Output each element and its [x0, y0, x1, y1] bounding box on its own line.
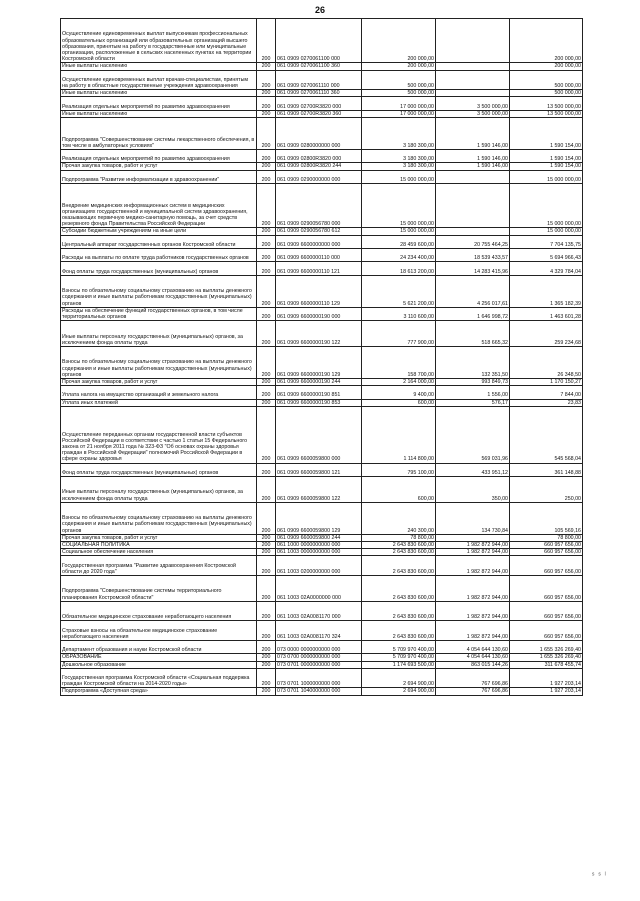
- row-grbs-cell: 200: [257, 321, 276, 347]
- row-name-cell: Иные выплаты населению: [61, 90, 257, 97]
- row-grbs-cell: 200: [257, 601, 276, 621]
- table-row: [61, 228, 583, 235]
- row-code-cell: 073 0701 1040000000 000: [276, 688, 362, 695]
- table-row: [61, 502, 583, 534]
- row-amount-executed-cell: 1 590 146,00: [436, 149, 510, 162]
- row-grbs-cell: 200: [257, 661, 276, 668]
- row-amount-approved-cell: 500 000,00: [362, 90, 436, 97]
- table-row: [61, 321, 583, 347]
- row-grbs-cell: 200: [257, 19, 276, 63]
- row-grbs-cell: 200: [257, 110, 276, 117]
- row-code-cell: 073 0701 0000000000 000: [276, 661, 362, 668]
- row-amount-approved-cell: 200 000,00: [362, 19, 436, 63]
- row-amount-approved-cell: 17 000 000,00: [362, 97, 436, 110]
- row-code-cell: 061 0909 6600000000 000: [276, 235, 362, 248]
- table-row: [61, 654, 583, 661]
- table-row: [61, 170, 583, 183]
- row-grbs-cell: 200: [257, 399, 276, 406]
- row-amount-executed-cell: 569 031,96: [436, 406, 510, 463]
- row-amount-approved-cell: 3 180 300,00: [362, 117, 436, 149]
- row-amount-remaining-cell: 1 927 203,14: [510, 688, 583, 695]
- row-amount-remaining-cell: 1 463 601,28: [510, 307, 583, 320]
- row-amount-remaining-cell: 15 000 000,00: [510, 183, 583, 227]
- row-grbs-cell: 200: [257, 668, 276, 688]
- row-amount-remaining-cell: 1 365 182,39: [510, 275, 583, 307]
- row-amount-remaining-cell: 15 000 000,00: [510, 170, 583, 183]
- row-amount-remaining-cell: 1 655 326 269,40: [510, 640, 583, 653]
- row-amount-approved-cell: 2 643 830 600,00: [362, 541, 436, 548]
- row-grbs-cell: 200: [257, 541, 276, 548]
- row-code-cell: 061 0909 6600059800 129: [276, 502, 362, 534]
- row-amount-executed-cell: 1 982 872 944,00: [436, 601, 510, 621]
- row-amount-approved-cell: 795 100,00: [362, 463, 436, 476]
- row-code-cell: 073 0700 0000000000 000: [276, 654, 362, 661]
- row-name-cell: Обязательное медицинское страхование неработающего населения: [61, 601, 257, 621]
- row-amount-remaining-cell: 200 000,00: [510, 19, 583, 63]
- row-code-cell: 061 1000 0000000000 000: [276, 541, 362, 548]
- row-amount-executed-cell: 350,00: [436, 476, 510, 502]
- row-amount-executed-cell: 132 351,50: [436, 346, 510, 378]
- row-code-cell: 061 1003 0200000000 000: [276, 556, 362, 576]
- row-name-cell: Департамент образования и науки Костромской области: [61, 640, 257, 653]
- table-row: [61, 541, 583, 548]
- table-row: [61, 378, 583, 385]
- row-amount-executed-cell: 4 054 644 130,60: [436, 654, 510, 661]
- table-row: [61, 406, 583, 463]
- row-name-cell: Подпрограмма «Доступная среда»: [61, 688, 257, 695]
- row-grbs-cell: 200: [257, 463, 276, 476]
- row-grbs-cell: 200: [257, 228, 276, 235]
- table-row: [61, 668, 583, 688]
- row-code-cell: 061 0909 6600000110 121: [276, 262, 362, 275]
- row-code-cell: 061 0909 0290056780 000: [276, 183, 362, 227]
- row-amount-remaining-cell: 1 590 154,00: [510, 163, 583, 170]
- row-amount-approved-cell: 500 000,00: [362, 70, 436, 90]
- row-amount-executed-cell: 14 283 415,96: [436, 262, 510, 275]
- row-amount-remaining-cell: 660 957 656,00: [510, 575, 583, 601]
- row-code-cell: 061 0909 0280000000 000: [276, 117, 362, 149]
- row-name-cell: Осуществление единовременных выплат выпускникам профессиональных образовательных организаций или образовательных организаций высшего образования, принятым на работу в государственные или муниципальные организации, расположенные в сельских населенных пунктах на территории Костромской области: [61, 19, 257, 63]
- corner-mark: ˢ ˢ ˡ: [592, 872, 607, 879]
- row-amount-approved-cell: 15 000 000,00: [362, 183, 436, 227]
- row-code-cell: 073 0701 1000000000 000: [276, 668, 362, 688]
- row-amount-approved-cell: 2 643 830 600,00: [362, 575, 436, 601]
- row-amount-executed-cell: 134 730,84: [436, 502, 510, 534]
- row-amount-executed-cell: [436, 19, 510, 63]
- row-amount-executed-cell: 1 982 872 944,00: [436, 621, 510, 641]
- row-amount-approved-cell: 600,00: [362, 399, 436, 406]
- row-amount-executed-cell: [436, 63, 510, 70]
- row-amount-remaining-cell: 660 957 656,00: [510, 556, 583, 576]
- row-amount-approved-cell: 5 621 200,00: [362, 275, 436, 307]
- row-grbs-cell: 200: [257, 163, 276, 170]
- row-code-cell: 061 1003 02A0081170 000: [276, 601, 362, 621]
- row-grbs-cell: 200: [257, 307, 276, 320]
- row-grbs-cell: 200: [257, 70, 276, 90]
- row-grbs-cell: 200: [257, 170, 276, 183]
- row-code-cell: 061 0909 6600059800 121: [276, 463, 362, 476]
- row-amount-approved-cell: 240 300,00: [362, 502, 436, 534]
- row-grbs-cell: 200: [257, 149, 276, 162]
- table-row: [61, 556, 583, 576]
- row-amount-approved-cell: 24 234 400,00: [362, 248, 436, 261]
- row-grbs-cell: 200: [257, 262, 276, 275]
- row-amount-approved-cell: 17 000 000,00: [362, 110, 436, 117]
- row-amount-remaining-cell: 500 000,00: [510, 90, 583, 97]
- table-row: [61, 549, 583, 556]
- row-code-cell: 061 0909 6600000190 851: [276, 386, 362, 399]
- table-row: [61, 661, 583, 668]
- row-amount-approved-cell: 2 643 830 600,00: [362, 621, 436, 641]
- row-amount-remaining-cell: 259 234,68: [510, 321, 583, 347]
- row-amount-approved-cell: 158 700,00: [362, 346, 436, 378]
- row-amount-executed-cell: [436, 228, 510, 235]
- row-code-cell: 061 0909 6600000110 000: [276, 248, 362, 261]
- row-code-cell: 061 0909 0290056780 612: [276, 228, 362, 235]
- row-code-cell: 061 1003 0000000000 000: [276, 549, 362, 556]
- row-amount-approved-cell: 2 643 830 600,00: [362, 601, 436, 621]
- row-amount-approved-cell: 5 709 970 400,00: [362, 654, 436, 661]
- row-amount-executed-cell: 20 755 464,25: [436, 235, 510, 248]
- table-row: [61, 575, 583, 601]
- row-grbs-cell: 200: [257, 640, 276, 653]
- row-amount-remaining-cell: 26 348,50: [510, 346, 583, 378]
- row-name-cell: Дошкольное образование: [61, 661, 257, 668]
- table-row: [61, 19, 583, 63]
- row-amount-executed-cell: 3 500 000,00: [436, 97, 510, 110]
- row-name-cell: Государственная программа Костромской области «Социальная поддержка граждан Костромской области на 2014-2020 годы»: [61, 668, 257, 688]
- table-row: [61, 262, 583, 275]
- row-code-cell: 061 0909 6600000190 129: [276, 346, 362, 378]
- table-row: [61, 149, 583, 162]
- row-grbs-cell: 200: [257, 117, 276, 149]
- row-amount-remaining-cell: 7 844,00: [510, 386, 583, 399]
- row-amount-executed-cell: 4 054 644 130,60: [436, 640, 510, 653]
- row-grbs-cell: 200: [257, 378, 276, 385]
- row-amount-executed-cell: 1 982 872 944,00: [436, 556, 510, 576]
- row-amount-executed-cell: [436, 90, 510, 97]
- row-code-cell: 061 0909 02700R3820 000: [276, 97, 362, 110]
- row-code-cell: 061 0909 02700R3820 360: [276, 110, 362, 117]
- row-amount-remaining-cell: 13 500 000,00: [510, 110, 583, 117]
- row-name-cell: Внедрение медицинских информационных систем в медицинских организациях государственной и муниципальной систем здравоохранения, оказывающих первичную медико-санитарную помощь, за счет средств резервного фонда Правительства Российской Федерации: [61, 183, 257, 227]
- table-row: [61, 235, 583, 248]
- row-name-cell: Фонд оплаты труда государственных (муниципальных) органов: [61, 262, 257, 275]
- row-amount-remaining-cell: 4 329 784,04: [510, 262, 583, 275]
- row-amount-executed-cell: [436, 183, 510, 227]
- table-row: [61, 117, 583, 149]
- row-amount-approved-cell: 1 174 693 500,00: [362, 661, 436, 668]
- row-grbs-cell: 200: [257, 248, 276, 261]
- table-row: [61, 476, 583, 502]
- row-grbs-cell: 200: [257, 534, 276, 541]
- row-name-cell: Государственная программа "Развитие здравоохранения Костромской области до 2020 года": [61, 556, 257, 576]
- row-name-cell: Расходы на выплаты по оплате труда работников государственных органов: [61, 248, 257, 261]
- row-amount-approved-cell: 5 709 970 400,00: [362, 640, 436, 653]
- row-amount-approved-cell: 18 613 200,00: [362, 262, 436, 275]
- row-amount-remaining-cell: 23,83: [510, 399, 583, 406]
- table-row: [61, 688, 583, 695]
- row-code-cell: 061 0909 02800R3820 244: [276, 163, 362, 170]
- row-amount-executed-cell: 1 646 998,72: [436, 307, 510, 320]
- row-amount-executed-cell: [436, 534, 510, 541]
- row-grbs-cell: 200: [257, 235, 276, 248]
- row-amount-executed-cell: 18 539 433,57: [436, 248, 510, 261]
- row-grbs-cell: 200: [257, 575, 276, 601]
- row-name-cell: Взносы по обязательному социальному страхованию на выплаты денежного содержания и иные выплаты работникам государственных (муниципальных) органов: [61, 346, 257, 378]
- row-amount-remaining-cell: 7 704 135,75: [510, 235, 583, 248]
- row-code-cell: 061 0909 0270061100 000: [276, 19, 362, 63]
- row-name-cell: Прочая закупка товаров, работ и услуг: [61, 378, 257, 385]
- row-grbs-cell: 200: [257, 183, 276, 227]
- row-amount-executed-cell: 1 590 146,00: [436, 163, 510, 170]
- row-amount-remaining-cell: 1 170 150,27: [510, 378, 583, 385]
- table-row: [61, 621, 583, 641]
- row-amount-remaining-cell: 545 568,04: [510, 406, 583, 463]
- page-number: 26: [314, 5, 325, 15]
- row-amount-remaining-cell: 660 957 656,00: [510, 621, 583, 641]
- row-amount-approved-cell: 9 400,00: [362, 386, 436, 399]
- row-amount-approved-cell: 2 694 900,00: [362, 688, 436, 695]
- row-amount-executed-cell: 1 556,00: [436, 386, 510, 399]
- row-grbs-cell: 200: [257, 556, 276, 576]
- row-amount-remaining-cell: 200 000,00: [510, 63, 583, 70]
- row-name-cell: Прочая закупка товаров, работ и услуг: [61, 163, 257, 170]
- row-code-cell: 061 1003 02A0000000 000: [276, 575, 362, 601]
- row-name-cell: СОЦИАЛЬНАЯ ПОЛИТИКА: [61, 541, 257, 548]
- row-amount-remaining-cell: 500 000,00: [510, 70, 583, 90]
- row-amount-approved-cell: 3 180 300,00: [362, 163, 436, 170]
- row-name-cell: Уплата иных платежей: [61, 399, 257, 406]
- row-amount-remaining-cell: 660 957 656,00: [510, 549, 583, 556]
- row-grbs-cell: 200: [257, 476, 276, 502]
- row-amount-executed-cell: 767 696,86: [436, 688, 510, 695]
- row-amount-executed-cell: 4 256 017,61: [436, 275, 510, 307]
- table-row: [61, 275, 583, 307]
- row-amount-executed-cell: 993 849,73: [436, 378, 510, 385]
- table-row: [61, 346, 583, 378]
- row-amount-executed-cell: [436, 170, 510, 183]
- row-code-cell: 061 0909 6600000190 853: [276, 399, 362, 406]
- row-name-cell: Социальное обеспечение населения: [61, 549, 257, 556]
- row-amount-remaining-cell: 660 957 656,00: [510, 541, 583, 548]
- row-amount-executed-cell: 1 982 872 944,00: [436, 575, 510, 601]
- row-amount-remaining-cell: 361 148,88: [510, 463, 583, 476]
- row-amount-approved-cell: 1 114 800,00: [362, 406, 436, 463]
- row-name-cell: Прочая закупка товаров, работ и услуг: [61, 534, 257, 541]
- table-row: [61, 534, 583, 541]
- row-amount-executed-cell: 3 500 000,00: [436, 110, 510, 117]
- row-code-cell: 061 0909 0270061100 360: [276, 63, 362, 70]
- row-name-cell: Осуществление переданных органам государственной власти субъектов Российской Федерации в соответствии с частью 1 статьи 15 Федерального закона от 21 ноября 2011 года № 323-ФЗ "Об основах охраны здоровья граждан в Российской Федерации" полномочий Российской Федерации в сфере охраны здоровья: [61, 406, 257, 463]
- row-name-cell: ОБРАЗОВАНИЕ: [61, 654, 257, 661]
- table-row: [61, 640, 583, 653]
- row-amount-approved-cell: 15 000 000,00: [362, 170, 436, 183]
- row-grbs-cell: 200: [257, 346, 276, 378]
- table-row: [61, 183, 583, 227]
- table-row: [61, 248, 583, 261]
- row-grbs-cell: 200: [257, 406, 276, 463]
- row-amount-executed-cell: 576,17: [436, 399, 510, 406]
- row-amount-executed-cell: 767 696,86: [436, 668, 510, 688]
- row-name-cell: Иные выплаты населению: [61, 110, 257, 117]
- table-row: [61, 70, 583, 90]
- row-name-cell: Иные выплаты персоналу государственных (муниципальных) органов, за исключением фонда оплаты труда: [61, 321, 257, 347]
- row-name-cell: Фонд оплаты труда государственных (муниципальных) органов: [61, 463, 257, 476]
- row-amount-executed-cell: 1 590 146,00: [436, 117, 510, 149]
- row-amount-remaining-cell: 1 927 203,14: [510, 668, 583, 688]
- table-row: [61, 163, 583, 170]
- table-row: [61, 63, 583, 70]
- row-name-cell: Реализация отдельных мероприятий по развитию здравоохранения: [61, 97, 257, 110]
- budget-table-body: [61, 19, 583, 696]
- row-amount-executed-cell: 863 015 144,26: [436, 661, 510, 668]
- row-name-cell: Осуществление единовременных выплат врачам-специалистам, принятым на работу в областные государственные учреждения здравоохранения: [61, 70, 257, 90]
- row-code-cell: 061 1003 02A0081170 324: [276, 621, 362, 641]
- row-name-cell: Иные выплаты населению: [61, 63, 257, 70]
- row-amount-remaining-cell: 13 500 000,00: [510, 97, 583, 110]
- row-grbs-cell: 200: [257, 502, 276, 534]
- row-code-cell: 061 0909 6600000190 122: [276, 321, 362, 347]
- row-grbs-cell: 200: [257, 63, 276, 70]
- row-amount-remaining-cell: 1 590 154,00: [510, 149, 583, 162]
- row-amount-remaining-cell: 660 957 656,00: [510, 601, 583, 621]
- row-amount-executed-cell: 1 982 872 944,00: [436, 541, 510, 548]
- row-grbs-cell: 200: [257, 275, 276, 307]
- table-row: [61, 399, 583, 406]
- row-grbs-cell: 200: [257, 90, 276, 97]
- row-name-cell: Реализация отдельных мероприятий по развитию здравоохранения: [61, 149, 257, 162]
- table-row: [61, 307, 583, 320]
- row-name-cell: Центральный аппарат государственных органов Костромской области: [61, 235, 257, 248]
- table-row: [61, 97, 583, 110]
- row-code-cell: 061 0909 6600059800 000: [276, 406, 362, 463]
- row-name-cell: Расходы на обеспечение функций государственных органов, в том числе территориальных органов: [61, 307, 257, 320]
- row-amount-approved-cell: 3 110 600,00: [362, 307, 436, 320]
- row-code-cell: 061 0909 02800R3820 000: [276, 149, 362, 162]
- row-code-cell: 073 0000 0000000000 000: [276, 640, 362, 653]
- row-name-cell: Страховые взносы на обязательное медицинское страхование неработающего населения: [61, 621, 257, 641]
- row-amount-executed-cell: 518 665,32: [436, 321, 510, 347]
- row-amount-remaining-cell: 311 678 455,74: [510, 661, 583, 668]
- table-row: [61, 110, 583, 117]
- row-amount-executed-cell: 1 982 872 944,00: [436, 549, 510, 556]
- row-grbs-cell: 200: [257, 386, 276, 399]
- row-grbs-cell: 200: [257, 688, 276, 695]
- row-code-cell: 061 0909 6600000190 244: [276, 378, 362, 385]
- row-amount-approved-cell: 600,00: [362, 476, 436, 502]
- row-code-cell: 061 0909 6600000110 129: [276, 275, 362, 307]
- row-name-cell: Подпрограмма "Развитие информатизации в здравоохранении": [61, 170, 257, 183]
- row-amount-remaining-cell: 78 800,00: [510, 534, 583, 541]
- row-name-cell: Взносы по обязательному социальному страхованию на выплаты денежного содержания и иные выплаты работникам государственных (муниципальных) органов: [61, 275, 257, 307]
- row-code-cell: 061 0909 0270061110 360: [276, 90, 362, 97]
- row-grbs-cell: 200: [257, 97, 276, 110]
- row-code-cell: 061 0909 0270061110 000: [276, 70, 362, 90]
- row-name-cell: Уплата налога на имущество организаций и земельного налога: [61, 386, 257, 399]
- row-name-cell: Подпрограмма "Совершенствование системы лекарственного обеспечения, в том числе в амбулаторных условиях": [61, 117, 257, 149]
- row-amount-approved-cell: 3 180 300,00: [362, 149, 436, 162]
- row-amount-approved-cell: 2 164 000,00: [362, 378, 436, 385]
- row-amount-executed-cell: 433 951,12: [436, 463, 510, 476]
- row-amount-remaining-cell: 1 655 326 269,40: [510, 654, 583, 661]
- row-code-cell: 061 0909 0290000000 000: [276, 170, 362, 183]
- row-amount-approved-cell: 2 694 900,00: [362, 668, 436, 688]
- row-name-cell: Взносы по обязательному социальному страхованию на выплаты денежного содержания и иные выплаты работникам государственных (муниципальных) органов: [61, 502, 257, 534]
- row-amount-approved-cell: 28 459 600,00: [362, 235, 436, 248]
- row-name-cell: Иные выплаты персоналу государственных (муниципальных) органов, за исключением фонда оплаты труда: [61, 476, 257, 502]
- row-amount-approved-cell: 2 643 830 600,00: [362, 549, 436, 556]
- row-name-cell: Субсидии бюджетным учреждениям на иные цели: [61, 228, 257, 235]
- row-amount-executed-cell: [436, 70, 510, 90]
- row-amount-remaining-cell: 15 000 000,00: [510, 228, 583, 235]
- row-amount-approved-cell: 2 643 830 600,00: [362, 556, 436, 576]
- row-amount-approved-cell: 78 800,00: [362, 534, 436, 541]
- table-row: [61, 386, 583, 399]
- row-code-cell: 061 0909 6600000190 000: [276, 307, 362, 320]
- row-amount-approved-cell: 15 000 000,00: [362, 228, 436, 235]
- row-amount-remaining-cell: 5 694 966,43: [510, 248, 583, 261]
- row-grbs-cell: 200: [257, 549, 276, 556]
- row-code-cell: 061 0909 6600059800 122: [276, 476, 362, 502]
- budget-table: [60, 18, 583, 696]
- row-grbs-cell: 200: [257, 621, 276, 641]
- row-amount-remaining-cell: 1 590 154,00: [510, 117, 583, 149]
- row-amount-approved-cell: 200 000,00: [362, 63, 436, 70]
- row-name-cell: Подпрограмма "Совершенствование системы территориального планирования Костромской области": [61, 575, 257, 601]
- table-row: [61, 463, 583, 476]
- row-amount-remaining-cell: 105 569,16: [510, 502, 583, 534]
- row-grbs-cell: 200: [257, 654, 276, 661]
- table-row: [61, 601, 583, 621]
- row-amount-remaining-cell: 250,00: [510, 476, 583, 502]
- row-code-cell: 061 0909 6600059800 244: [276, 534, 362, 541]
- row-amount-approved-cell: 777 900,00: [362, 321, 436, 347]
- table-row: [61, 90, 583, 97]
